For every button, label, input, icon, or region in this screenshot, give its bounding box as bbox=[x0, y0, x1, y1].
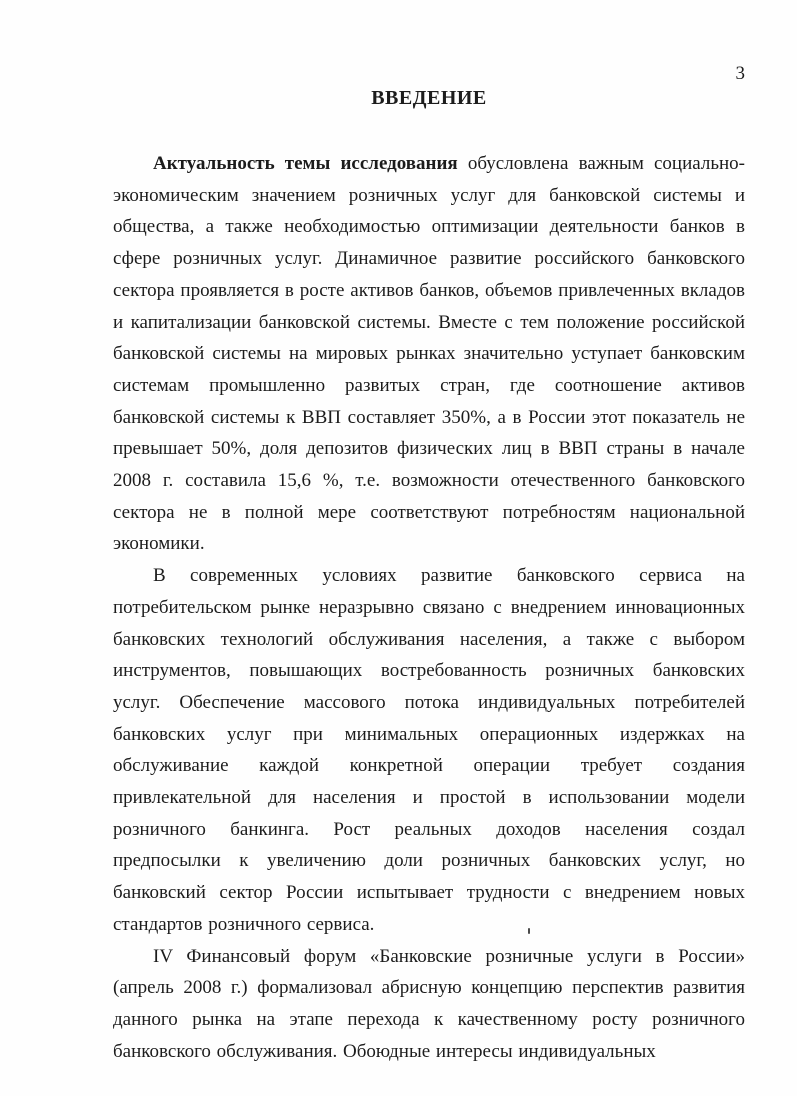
document-body bbox=[113, 148, 745, 1067]
scan-artifact-dot bbox=[528, 928, 530, 934]
paragraph-2 bbox=[113, 560, 745, 940]
paragraph-1-bold-lead: Актуальность темы исследования bbox=[153, 153, 458, 174]
paragraph-1-text: обусловлена важным социально-экономическим значением розничных услуг для банковской системы и общества, а также необходимостью оптимизации деятельности банков в сфере розничных услуг. Динамичное развитие российского банковского сектора проявляется в росте активов банков, объемов привлеченных вкладов и капитализации банковской системы. Вместе с тем положение российской банковской системы на мировых рынках значительно уступает банковским системам промышленно развитых стран, где соотношение активов банковской системы к ВВП составляет 350%, а в России этот показатель не превышает 50%, доля депозитов физических лиц в ВВП страны в начале 2008 г. составила 15,6 %, т.е. возможности отечественного банковского сектора не в полной мере соответствуют потребностям национальной экономики. bbox=[113, 153, 746, 555]
chapter-heading: ВВЕДЕНИЕ bbox=[371, 87, 487, 109]
page-number: 3 bbox=[735, 63, 745, 84]
paragraph-2-text: В современных условиях развитие банковского сервиса на потребительском рынке неразрывно связано с внедрением инновационных банковских технологий обслуживания населения, а также с выбором инструментов, повышающих востребованность розничных банковских услуг. Обеспечение массового потока индивидуальных потребителей банковских услуг при минимальных операционных издержках на обслуживание каждой конкретной операции требует создания привлекательной для населения и простой в использовании модели розничного банкинга. Рост реальных доходов населения создал предпосылки к увеличению доли розничных банковских услуг, но банковский сектор России испытывает трудности с внедрением новых стандартов розничного сервиса. bbox=[113, 565, 745, 935]
page-content bbox=[113, 86, 745, 1067]
paragraph-3-text: IV Финансовый форум «Банковские розничные услуги в России» (апрель 2008 г.) формализовал абрисную концепцию перспектив развития данного рынка на этапе перехода к качественному росту розничного банковского обслуживания. Обоюдные интересы индивидуальных bbox=[113, 945, 745, 1062]
paragraph-3 bbox=[113, 941, 745, 1068]
paragraph-1 bbox=[113, 148, 745, 560]
